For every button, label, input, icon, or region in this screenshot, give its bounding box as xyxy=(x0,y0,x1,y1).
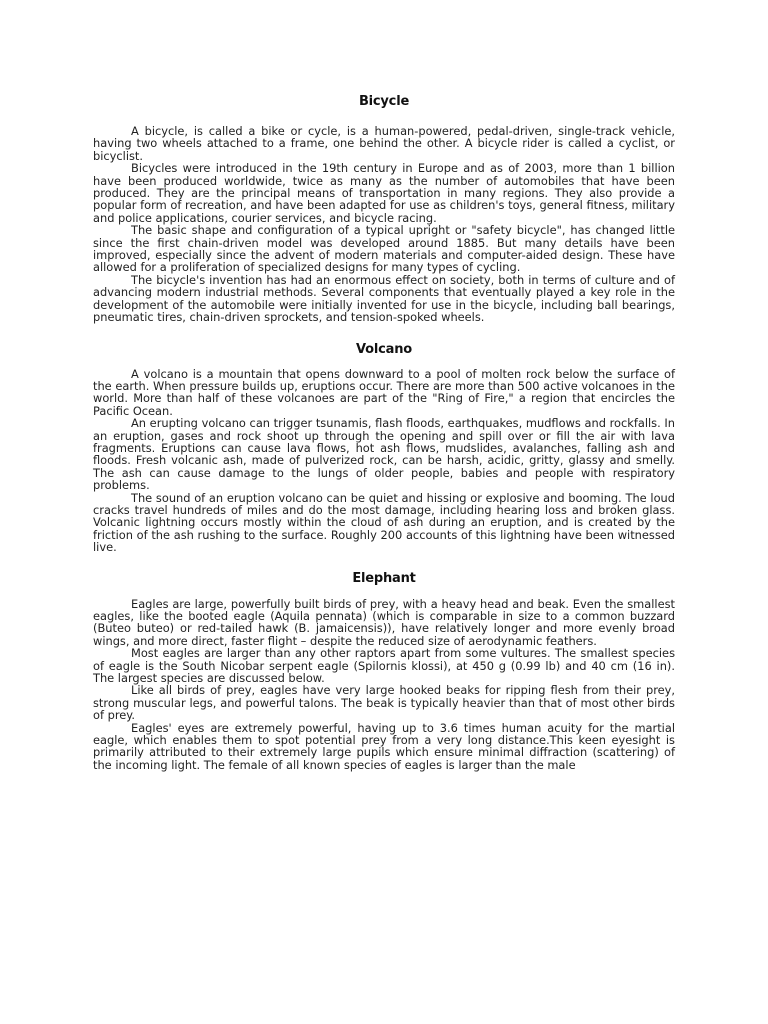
paragraph: Eagles' eyes are extremely powerful, having up to 3.6 times human acuity for the martial eagle, which enables them to spot potential prey from a very long distance.This keen eyesight is primarily attributed to their extremely large pupils which ensure minimal diffraction (scattering) of the incoming light. The female of all known species of eagles is larger than the male xyxy=(93,720,675,772)
section-title: Elephant xyxy=(352,570,416,586)
paragraph: Bicycles were introduced in the 19th century in Europe and as of 2003, more than 1 billion have been produced worldwide, twice as many as the number of automobiles that have been produced. They are the principal means of transportation in many regions. They also provide a popular form of recreation, and have been adapted for use as children's toys, general fitness, military and police applications, courier services, and bicycle racing. xyxy=(93,161,675,225)
paragraph: The basic shape and configuration of a typical upright or "safety bicycle", has changed little since the first chain-driven model was developed around 1885. But many details have been improved, especially since the advent of modern materials and computer-aided design. These have allowed for a proliferation of specialized designs for many types of cycling. xyxy=(93,223,675,275)
section-title: Volcano xyxy=(355,341,412,357)
paragraph: Most eagles are larger than any other raptors apart from some vultures. The smallest species of eagle is the South Nicobar serpent eagle (Spilornis klossi), at 450 g (0.99 lb) and 40 cm (16 in). The largest species are discussed below. xyxy=(93,646,675,686)
paragraph: A volcano is a mountain that opens downward to a pool of molten rock below the surface of the earth. When pressure builds up, eruptions occur. There are more than 500 active volcanoes in the world. More than half of these volcanoes are part of the "Ring of Fire," a region that encircles the Pacific Ocean. xyxy=(93,366,675,418)
paragraph: The sound of an eruption volcano can be quiet and hissing or explosive and booming. The loud cracks travel hundreds of miles and do the most damage, including hearing loss and broken glass. Volcanic lightning occurs mostly within the cloud of ash during an eruption, and is created by the friction of the ash rushing to the surface. Roughly 200 accounts of this lightning have been witnessed live. xyxy=(93,490,675,555)
section-elephant xyxy=(93,571,675,772)
paragraph: A bicycle, is called a bike or cycle, is a human-powered, pedal-driven, single-track vehicle, having two wheels attached to a frame, one behind the other. A bicycle rider is called a cyclist, or bicyclist. xyxy=(93,124,675,163)
section-volcano xyxy=(93,342,675,554)
document-page xyxy=(93,94,675,771)
section-title: Bicycle xyxy=(358,94,410,109)
section-bicycle xyxy=(93,94,675,324)
paragraph: Like all birds of prey, eagles have very large hooked beaks for ripping flesh from their prey, strong muscular legs, and powerful talons. The beak is typically heavier than that of most other birds of prey. xyxy=(93,683,675,723)
paragraph: An erupting volcano can trigger tsunamis, flash floods, earthquakes, mudflows and rockfalls. In an eruption, gases and rock shoot up through the opening and spill over or fill the air with lava fragments. Eruptions can cause lava flows, hot ash flows, mudslides, avalanches, falling ash and floods. Fresh volcanic ash, made of pulverized rock, can be harsh, acidic, gritty, glassy and smelly. The ash can cause damage to the lungs of older people, babies and people with respiratory problems. xyxy=(93,416,675,493)
paragraph: Eagles are large, powerfully built birds of prey, with a heavy head and beak. Even the smallest eagles, like the booted eagle (Aquila pennata) (which is comparable in size to a common buzzard (Buteo buteo) or red-tailed hawk (B. jamaicensis)), have relatively longer and more evenly broad wings, and more direct, faster flight – despite the reduced size of aerodynamic feathers. xyxy=(93,596,675,648)
paragraph: The bicycle's invention has had an enormous effect on society, both in terms of culture and of advancing modern industrial methods. Several components that eventually played a key role in the development of the automobile were initially invented for use in the bicycle, including ball bearings, pneumatic tires, chain-driven sprockets, and tension-spoked wheels. xyxy=(93,272,675,325)
